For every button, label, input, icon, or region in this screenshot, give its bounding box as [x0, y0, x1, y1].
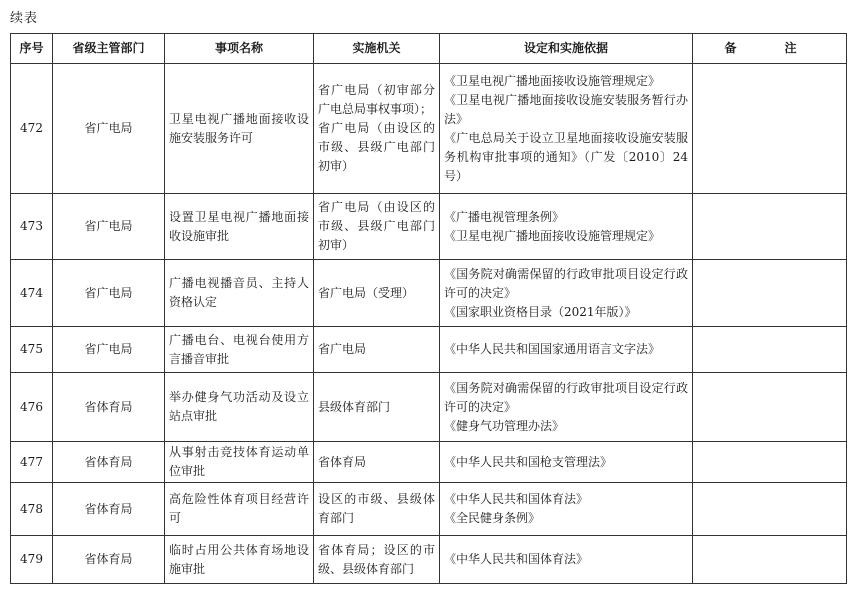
agency-line: 省广电局（受理）	[318, 285, 415, 300]
header-agency: 实施机关	[314, 34, 440, 64]
table-row	[11, 194, 847, 260]
row-item: 卫星电视广播地面接收设施安装服务许可	[165, 64, 314, 194]
row-remark	[693, 536, 847, 584]
header-remark: 备 注	[693, 34, 847, 64]
row-dept: 省体育局	[53, 442, 165, 483]
row-dept: 省体育局	[53, 483, 165, 536]
header-item: 事项名称	[165, 34, 314, 64]
basis-line: 《中华人民共和国国家通用语言文字法》	[444, 342, 661, 356]
row-dept: 省广电局	[53, 327, 165, 373]
table-row	[11, 64, 847, 194]
table-row	[11, 373, 847, 442]
row-agency	[314, 373, 440, 442]
basis-line: 《健身气功管理办法》	[444, 418, 565, 433]
basis-line: 《国家职业资格目录（2021年版）》	[444, 304, 637, 319]
row-agency	[314, 64, 440, 194]
row-agency	[314, 483, 440, 536]
basis-line: 《卫星电视广播地面接收设施管理规定》	[444, 228, 661, 243]
row-num: 474	[11, 260, 53, 327]
agency-line: 省体育局；设区的市级、县级体育部门	[318, 542, 435, 576]
row-agency	[314, 327, 440, 373]
table-body	[11, 64, 847, 584]
row-basis	[440, 373, 693, 442]
row-dept: 省广电局	[53, 194, 165, 260]
agency-line: 省广电局	[318, 342, 367, 356]
row-agency	[314, 260, 440, 327]
row-basis	[440, 483, 693, 536]
basis-line: 《全民健身条例》	[444, 511, 541, 525]
agency-line: 县级体育部门	[318, 399, 391, 414]
basis-line: 《中华人民共和国枪支管理法》	[444, 454, 613, 469]
row-remark	[693, 194, 847, 260]
basis-line: 《国务院对确需保留的行政审批项目设定行政许可的决定》	[444, 266, 688, 300]
basis-line: 《卫星电视广播地面接收设施管理规定》	[444, 73, 661, 88]
row-remark	[693, 64, 847, 194]
basis-line: 《中华人民共和国体育法》	[444, 552, 589, 566]
basis-line: 《广播电视管理条例》	[444, 209, 565, 224]
row-remark	[693, 327, 847, 373]
header-basis: 设定和实施依据	[440, 34, 693, 64]
basis-line: 《卫星电视广播地面接收设施安装服务暂行办法》	[444, 92, 688, 126]
row-remark	[693, 373, 847, 442]
basis-line: 《国务院对确需保留的行政审批项目设定行政许可的决定》	[444, 380, 688, 414]
row-remark	[693, 260, 847, 327]
agency-line: 省广电局（初审部分广电总局事权事项）；	[318, 83, 435, 116]
row-item: 广播电台、电视台使用方言播音审批	[165, 327, 314, 373]
row-basis	[440, 64, 693, 194]
row-item: 高危险性体育项目经营许可	[165, 483, 314, 536]
agency-line: 省体育局	[318, 454, 367, 469]
table-row	[11, 483, 847, 536]
row-dept: 省体育局	[53, 536, 165, 584]
agency-line: 设区的市级、县级体育部门	[318, 492, 435, 525]
row-basis	[440, 260, 693, 327]
table-row	[11, 327, 847, 373]
row-agency	[314, 536, 440, 584]
basis-line: 《广电总局关于设立卫星地面接收设施安装服务机构审批事项的通知》（广发〔2010〕24号）	[444, 130, 688, 183]
row-basis	[440, 536, 693, 584]
row-agency	[314, 194, 440, 260]
row-basis	[440, 327, 693, 373]
row-dept: 省广电局	[53, 260, 165, 327]
row-num: 475	[11, 327, 53, 373]
row-item: 临时占用公共体育场地设施审批	[165, 536, 314, 584]
continued-label: 续表	[10, 11, 39, 26]
row-num: 476	[11, 373, 53, 442]
table-header-row	[11, 34, 847, 64]
row-item: 设置卫星电视广播地面接收设施审批	[165, 194, 314, 260]
row-item: 广播电视播音员、主持人资格认定	[165, 260, 314, 327]
row-dept: 省体育局	[53, 373, 165, 442]
table-row	[11, 260, 847, 327]
row-num: 473	[11, 194, 53, 260]
header-dept: 省级主管部门	[53, 34, 165, 64]
row-remark	[693, 442, 847, 483]
agency-line: 省广电局（由设区的市级、县级广电部门初审）	[318, 200, 435, 252]
row-basis	[440, 194, 693, 260]
row-item: 从事射击竞技体育运动单位审批	[165, 442, 314, 483]
row-basis	[440, 442, 693, 483]
row-num: 479	[11, 536, 53, 584]
row-num: 477	[11, 442, 53, 483]
row-dept: 省广电局	[53, 64, 165, 194]
row-item: 举办健身气功活动及设立站点审批	[165, 373, 314, 442]
table-row	[11, 536, 847, 584]
agency-line: 省广电局（由设区的市级、县级广电部门初审）	[318, 121, 435, 173]
permits-table	[10, 33, 847, 584]
table-row	[11, 442, 847, 483]
row-num: 478	[11, 483, 53, 536]
row-agency	[314, 442, 440, 483]
basis-line: 《中华人民共和国体育法》	[444, 492, 589, 506]
row-remark	[693, 483, 847, 536]
row-num: 472	[11, 64, 53, 194]
header-num: 序号	[11, 34, 53, 64]
